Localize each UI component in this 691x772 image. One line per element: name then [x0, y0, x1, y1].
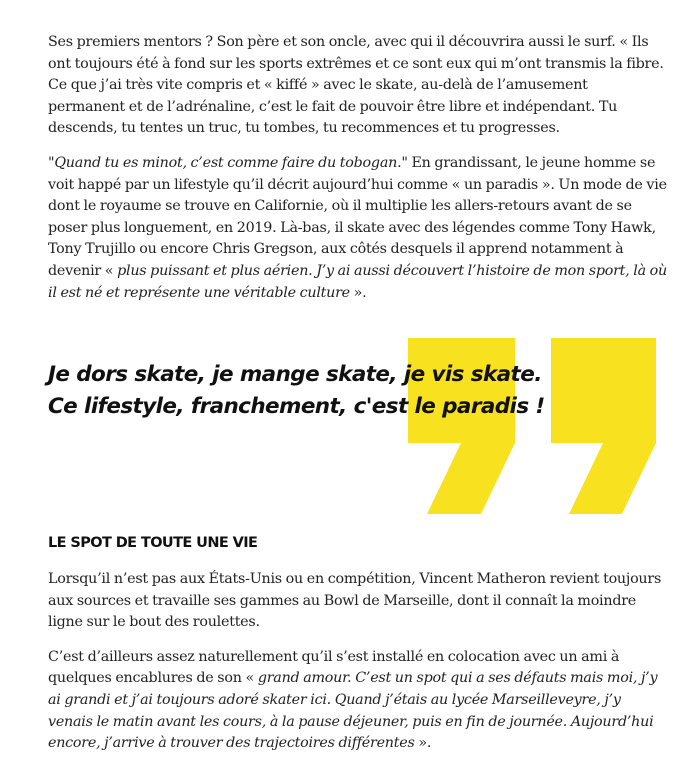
quote-run: grand amour. C’est un spot qui a ses défauts mais moi, j’y ai grandi et j’ai toujours adoré skater ici. Quand j’étais au lycée Marseilleveyre, j’y venais le matin avant les cours, à la pause déjeuner, puis en fin de journée. Aujourd’hui encore, j’arrive à trouver des trajectoires différentes: [48, 670, 658, 752]
pull-quote: [0, 338, 691, 518]
paragraph-colocation: [48, 647, 668, 755]
pull-quote-line: Je dors skate, je mange skate, je vis skate.: [48, 362, 542, 387]
article-body-bottom: [48, 569, 668, 768]
paragraph-bowl: [48, 569, 668, 634]
quote-mark-right: [551, 338, 656, 514]
pull-quote-line: Ce lifestyle, franchement, c'est le paradis !: [48, 394, 545, 419]
section-heading: LE SPOT DE TOUTE UNE VIE: [48, 535, 258, 551]
text-run: ».: [349, 284, 367, 301]
text-run: Ses premiers mentors ? Son père et son oncle, avec qui il découvrira aussi le surf. « Ils ont toujours été à fond sur les sports extrêmes et ce sont eux qui m’ont transmis la fibre. Ce que j’ai très vite compris et « kiffé » avec le skate, au-delà de l’amusement permanent et de l’adrénaline, c’est le fait de pouvoir être libre et indépendant. Tu descends, tu tentes un truc, tu tombes, tu recommences et tu progresses.: [48, 34, 664, 137]
paragraph-lifestyle: [48, 153, 668, 304]
paragraph-mentors: [48, 32, 668, 140]
quote-run: plus puissant et plus aérien. J’y ai aussi découvert l’histoire de mon sport, là où il est né et représente une véritable culture: [48, 262, 667, 301]
text-run: C’est d’ailleurs assez naturellement qu’il s’est installé en colocation avec un ami à quelques encablures de son «: [48, 648, 620, 687]
text-run: ».: [414, 735, 432, 752]
text-run: Lorsqu’il n’est pas aux États-Unis ou en compétition, Vincent Matheron revient toujours aux sources et travaille ses gammes au Bowl de Marseille, dont il connaît la moindre ligne sur le bout des roulettes.: [48, 571, 662, 631]
article-body-top: [48, 32, 668, 317]
quote-run: "Quand tu es minot, c’est comme faire du tobogan: [48, 154, 398, 171]
pull-quote-text: [48, 359, 545, 423]
text-run: ." En grandissant, le jeune homme se voit happé par un lifestyle qu’il décrit aujourd’hui comme « un paradis ». Un mode de vie dont le royaume se trouve en Californie, où il multiplie les allers-retours avant de se poser plus longuement, en 2019. Là-bas, il skate avec des légendes comme Tony Hawk, Tony Trujillo ou encore Chris Gregson, aux côtés desquels il apprend notamment à devenir «: [48, 154, 667, 279]
